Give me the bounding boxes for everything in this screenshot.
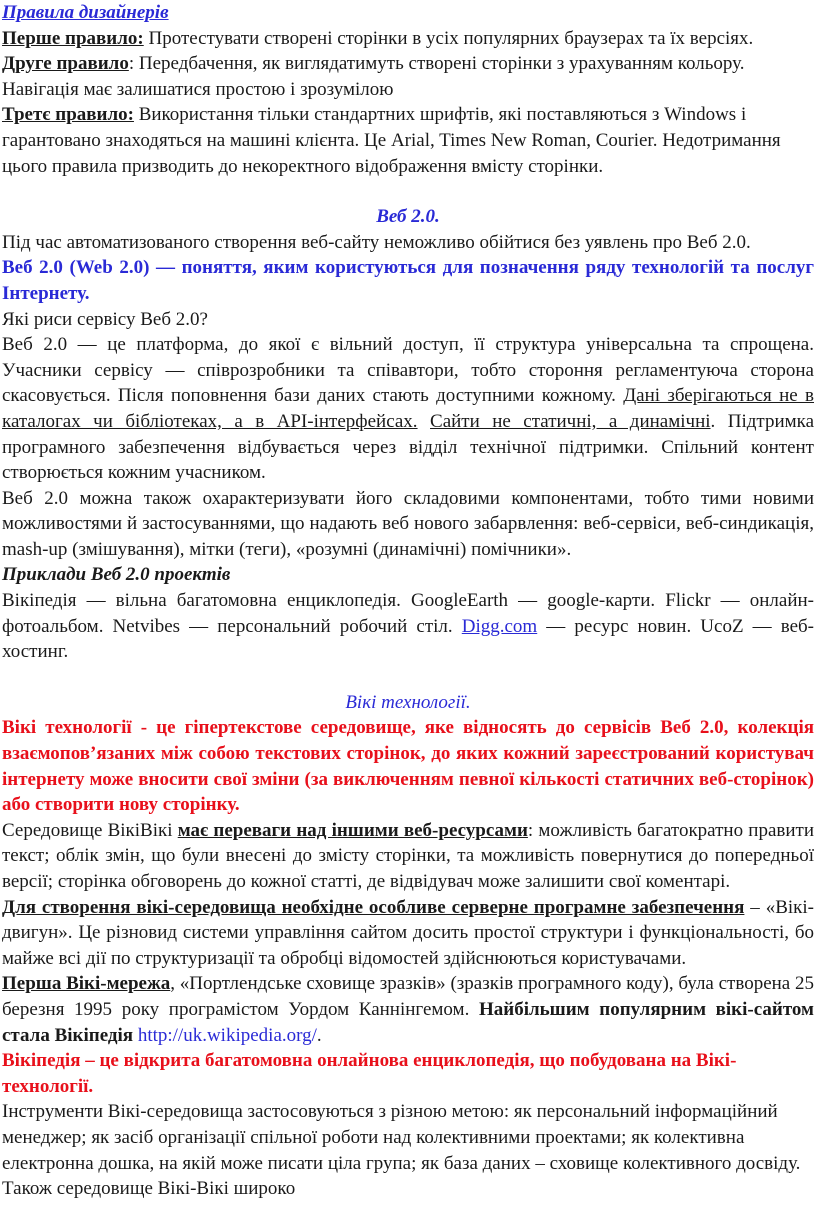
web20-features-dynamic: Сайти не статичні, а динамічні [430,410,711,432]
wiki-definition: Вікі технології - це гіпертекстове середовище, яке відносять до сервісів Веб 2.0, колекція взаємопов’язаних між собою текстових сторінок, до яких кожний зареєстрований користувач інтернету може вносити свої зміни (за виключенням певної кількості статичних веб-сторінок) або створити нову сторінку. [2,717,814,816]
digg-link[interactable]: Digg.com [461,615,538,637]
rule-1-label: Перше правило: [2,27,144,49]
web20-features-space [418,411,430,432]
web20-examples-text: Вікіпедія — вільна багатомовна енциклопедія. GoogleEarth — google-карти. Flickr — онлайн-фотоальбом. Netvibes — персональний робочий стіл. [2,590,814,637]
rule-3 [2,102,814,179]
wiki-advantages-highlight: має переваги над іншими веб-ресурсами [177,819,528,841]
wiki-advantages-list: : можливість багатократно правити текст; облік змін, що були внесені до змісту сторінки, та можливість повернутися до попередньої версії; сторінка обговорень до кожної статті, де відвідувач може залишити свої коментарі. [2,819,814,892]
web20-examples [2,588,814,665]
web20-features-support: . Підтримка програмного забезпечення відбувається через відділ технічної підтримки. Спільний контент створюється кожним учасником. [2,410,815,484]
web20-features [2,332,814,486]
wiki-first-bold: Найбільшим популярним вікі-сайтом стала Вікіпедія [2,998,815,1046]
wiki-advantages-text: Середовище ВікіВікі [2,819,178,841]
web20-definition: Веб 2.0 (Web 2.0) — поняття, яким користуються для позначення ряду технологій та послуг Інтернету. [2,257,814,304]
wiki-engine-text: – «Вікі-двигун». Це різновид системи управління сайтом досить простої структури і функціональності, бо майже всі дії по структуризації та обробці відомостей здійснюються користувачами. [2,896,814,969]
rule-1 [2,26,814,52]
wiki-first-highlight: Перша Вікі-мережа [2,973,171,995]
web20-examples-end: — ресурс новин. UcoZ — веб-хостинг. [2,615,815,663]
web20-features-data-api: Дані зберігаються не в каталогах чи бібліотеках, а в API-інтерфейсах. [2,385,814,432]
wiki-engine [2,895,814,972]
wiki-heading: Вікі технології. [345,691,471,713]
web20-intro: Під час автоматизованого створення веб-сайту неможливо обійтися без уявлень про Веб 2.0. [2,231,751,253]
web20-components: Веб 2.0 можна також охарактеризувати його складовими компонентами, тобто тими новими можливостями й застосуваннями, що надають веб нового забарвлення: веб-сервіси, веб-синдикація, mash-up (змішування), мітки (теги), «розумні (динамічні) помічники». [2,487,814,560]
wiki-first-end: . [316,1024,322,1046]
web20-question: Які риси сервісу Веб 2.0? [2,308,208,330]
document-title[interactable]: Правила дизайнерів [2,2,169,23]
wiki-first-text: , «Портлендське сховище зразків» (зразків програмного коду), була створена 25 березня 1995 року програмістом Уордом Каннінгемом. [2,973,814,1020]
wiki-first [2,971,814,1048]
wiki-tools: Інструменти Вікі-середовища застосовуються з різною метою: як персональний інформаційний менеджер; як засіб організації спільної роботи над колективними проектами; як колективна електронна дошка, на якій може писати ціла група; як база даних – сховище колективного досвіду. Також середовище Вікі-Вікі широко [2,1101,801,1200]
web20-features-text: Веб 2.0 — це платформа, до якої є вільний доступ, її структура універсальна та спрощена. Учасники сервісу — співрозробники та співавтори, тобто стороння регламентуюча сторона скасовується. Після поповнення бази даних стають доступними кожному. [2,334,814,407]
wikipedia-definition: Вікіпедія – це відкрита багатомовна онлайнова енциклопедія, що побудована на Вікі-технології. [2,1050,737,1097]
wikipedia-url-link[interactable]: http://uk.wikipedia.org/ [137,1024,317,1046]
web20-examples-heading: Приклади Веб 2.0 проектів [2,564,231,586]
rule-2 [2,51,814,102]
wiki-advantages [2,818,814,895]
rule-1-text: Протестувати створені сторінки в усіх популярних браузерах та їх версіях. [143,27,754,49]
rule-2-text: : Передбачення, як виглядатимуть створені сторінки з урахуванням кольору. Навігація має залишатися простою і зрозумілою [2,53,745,100]
wiki-engine-highlight: Для створення вікі-середовища необхідне особливе серверне програмне забезпечення [2,896,745,918]
rule-3-label: Третє правило: [2,104,134,126]
rule-3-text: Використання тільки стандартних шрифтів, які поставляються з Windows і гарантовано знаходяться на машині клієнта. Це Arial, Times New Roman, Courier. Недотримання цього правила призводить до некоректного відображення вмісту сторінки. [2,104,781,177]
web20-heading: Веб 2.0. [376,206,440,228]
rule-2-label: Друге правило [2,53,129,75]
